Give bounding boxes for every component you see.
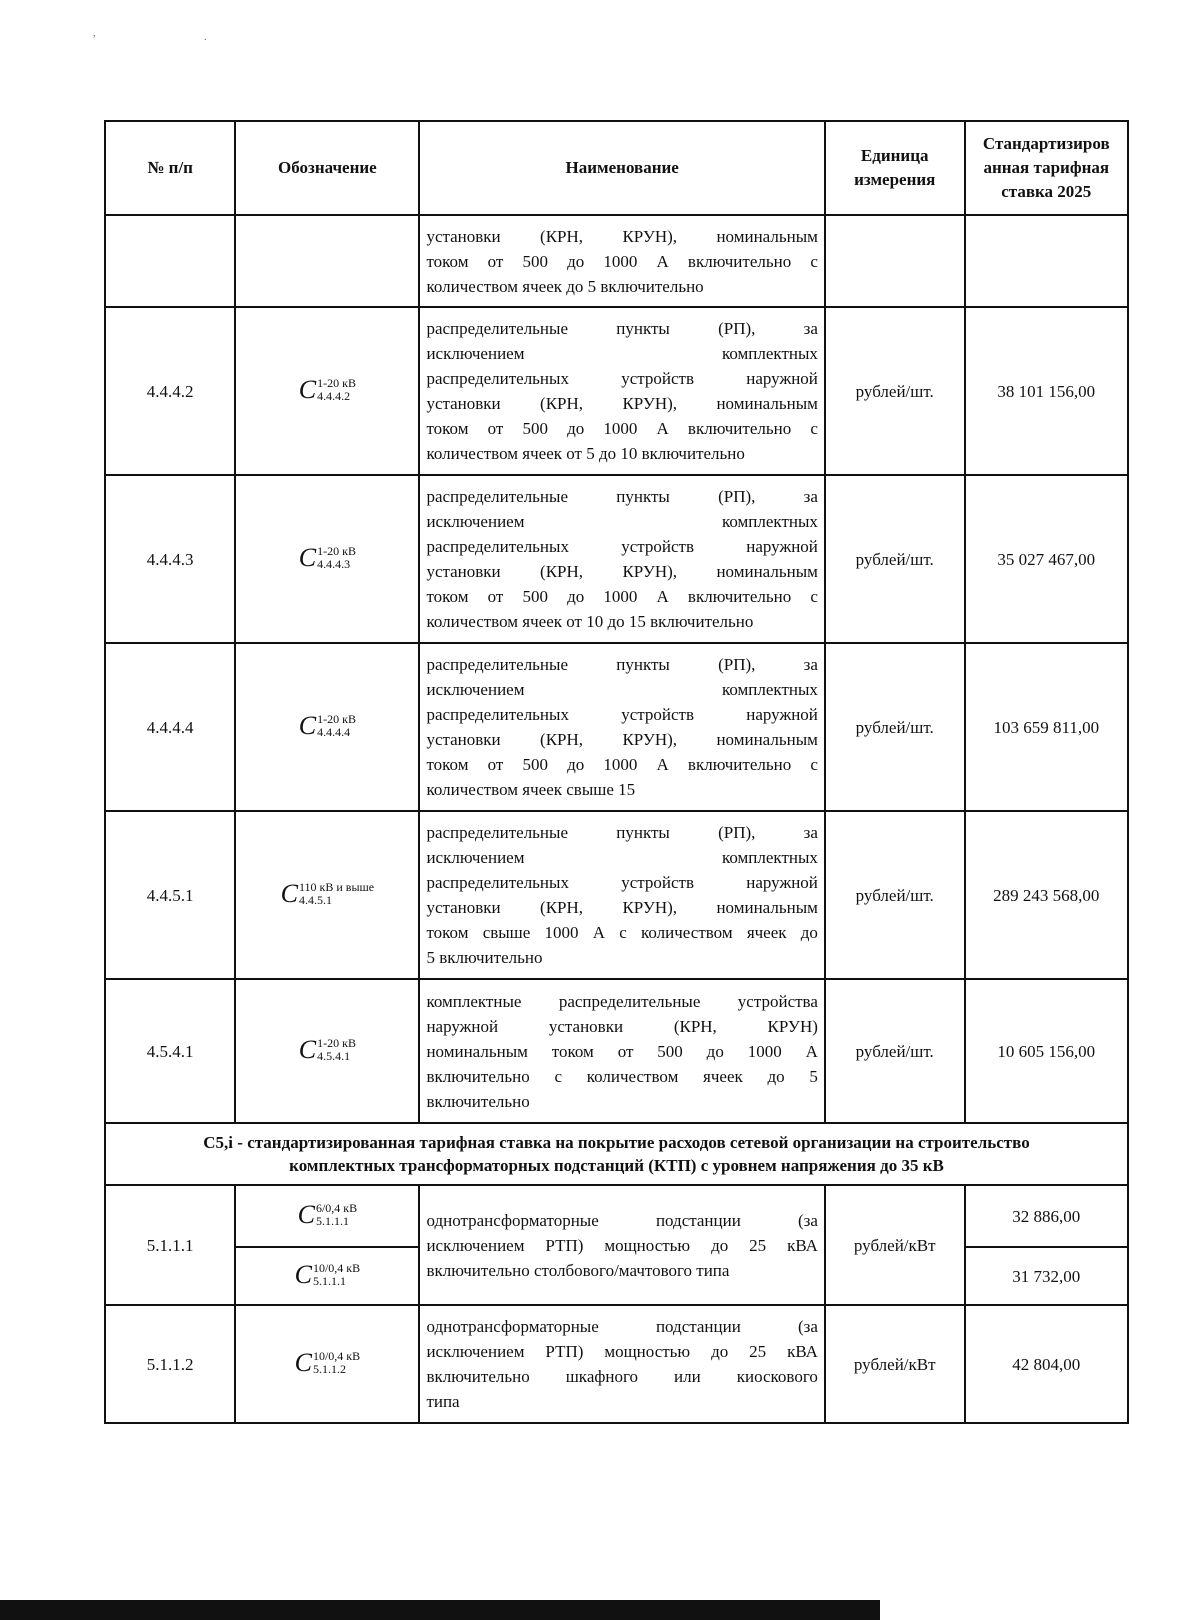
row-num — [105, 215, 235, 307]
row-num: 4.4.4.2 — [105, 307, 235, 475]
symbol-letter: C — [297, 1200, 315, 1229]
table-header-row — [105, 121, 1128, 215]
symbol-sup: 10/0,4 кВ — [312, 1261, 361, 1275]
row-code — [235, 475, 419, 643]
row-unit: рублей/кВт — [825, 1185, 965, 1305]
table-row — [105, 811, 1128, 979]
desc-line: распределительных устройств наружной — [426, 369, 818, 388]
row-rate: 10 605 156,00 — [965, 979, 1128, 1123]
desc-line: исключением комплектных — [426, 848, 818, 867]
symbol-letter: C — [294, 1348, 312, 1377]
desc-line: распределительные пункты (РП), за — [426, 823, 818, 842]
symbol-letter: C — [280, 879, 298, 908]
desc-line: исключением комплектных — [426, 680, 818, 699]
symbol-sup: 6/0,4 кВ — [315, 1201, 358, 1215]
desc-line: исключением комплектных — [426, 512, 818, 531]
row-rate: 32 886,00 — [965, 1185, 1128, 1247]
header-name: Наименование — [419, 121, 824, 215]
header-unit-line: Единица — [860, 146, 929, 165]
desc-line: распределительных устройств наружной — [426, 537, 818, 556]
row-rate: 31 732,00 — [965, 1247, 1128, 1305]
tariff-symbol — [299, 545, 356, 571]
symbol-letter: C — [298, 543, 317, 572]
desc-line: распределительные пункты (РП), за — [426, 487, 818, 506]
tariff-symbol — [295, 1262, 361, 1288]
desc-line: распределительные пункты (РП), за — [426, 655, 818, 674]
desc-line: установки (КРН, КРУН), номинальным — [426, 394, 818, 413]
symbol-sub: 4.4.4.2 — [317, 389, 351, 403]
desc-line: установки (КРН, КРУН), номинальным — [426, 226, 818, 246]
row-code — [235, 1185, 419, 1247]
symbol-sub: 5.1.1.2 — [312, 1362, 346, 1376]
row-unit: рублей/шт. — [825, 979, 965, 1123]
row-code — [235, 307, 419, 475]
desc-line: количеством ячеек до 5 включительно — [426, 276, 704, 296]
row-code — [235, 1305, 419, 1423]
desc-line: типа — [426, 1392, 460, 1411]
row-num: 4.4.5.1 — [105, 811, 235, 979]
table-row — [105, 475, 1128, 643]
header-num: № п/п — [105, 121, 235, 215]
desc-line: током свыше 1000 А с количеством ячеек до — [426, 923, 818, 942]
desc-line: исключением РТП) мощностью до 25 кВА — [426, 1235, 818, 1255]
desc-line: включительно шкафного или киоскового — [426, 1367, 818, 1386]
row-rate: 38 101 156,00 — [965, 307, 1128, 475]
header-rate-line: анная тарифная — [983, 158, 1110, 177]
header-rate — [965, 121, 1128, 215]
symbol-sub: 4.4.5.1 — [299, 893, 332, 907]
table-row — [105, 1185, 1128, 1247]
row-unit: рублей/шт. — [825, 475, 965, 643]
symbol-sub: 4.4.4.4 — [317, 725, 351, 739]
desc-line: включительно — [426, 1091, 530, 1111]
row-code — [235, 811, 419, 979]
row-description — [419, 811, 824, 979]
row-code — [235, 1247, 419, 1305]
row-num: 4.4.4.4 — [105, 643, 235, 811]
desc-line: количеством ячеек свыше 15 — [426, 780, 636, 799]
row-rate: 289 243 568,00 — [965, 811, 1128, 979]
row-description — [419, 475, 824, 643]
section-title-line: C5,i - стандартизированная тарифная ставка на покрытие расходов сетевой организации на строительство — [203, 1133, 1030, 1152]
row-rate: 103 659 811,00 — [965, 643, 1128, 811]
tariff-symbol — [299, 1037, 356, 1063]
row-num: 4.4.4.3 — [105, 475, 235, 643]
desc-line: включительно столбового/мачтового типа — [426, 1260, 730, 1280]
desc-line: распределительных устройств наружной — [426, 873, 818, 892]
row-rate: 35 027 467,00 — [965, 475, 1128, 643]
desc-line: однотрансформаторные подстанции (за — [426, 1317, 818, 1336]
symbol-sub: 4.5.4.1 — [317, 1049, 351, 1063]
symbol-letter: C — [298, 1035, 317, 1064]
row-description — [419, 215, 824, 307]
section-title-line: комплектных трансформаторных подстанций (КТП) с уровнем напряжения до 35 кВ — [289, 1156, 944, 1175]
row-description — [419, 979, 824, 1123]
desc-line: током от 500 до 1000 А включительно с — [426, 419, 818, 438]
desc-line: током от 500 до 1000 А включительно с — [426, 587, 818, 606]
symbol-sub: 5.1.1.1 — [315, 1214, 349, 1228]
symbol-sup: 1-20 кВ — [317, 1036, 356, 1050]
symbol-letter: C — [294, 1260, 312, 1289]
tariff-table — [104, 120, 1129, 1424]
desc-line: номинальным током от 500 до 1000 А — [426, 1041, 818, 1061]
row-rate — [965, 215, 1128, 307]
row-unit: рублей/шт. — [825, 643, 965, 811]
row-unit: рублей/кВт — [825, 1305, 965, 1423]
row-rate: 42 804,00 — [965, 1305, 1128, 1423]
tariff-symbol — [295, 1350, 361, 1376]
tariff-symbol — [299, 713, 356, 739]
desc-line: исключением РТП) мощностью до 25 кВА — [426, 1342, 818, 1361]
desc-line: количеством ячеек от 5 до 10 включительно — [426, 444, 745, 463]
symbol-letter: C — [298, 375, 317, 404]
header-rate-line: Стандартизиров — [982, 134, 1110, 153]
symbol-letter: C — [298, 711, 317, 740]
desc-line: включительно с количеством ячеек до 5 — [426, 1066, 818, 1086]
row-code — [235, 979, 419, 1123]
header-unit — [825, 121, 965, 215]
desc-line: распределительных устройств наружной — [426, 705, 818, 724]
scan-dot-2: . — [204, 32, 207, 43]
row-unit: рублей/шт. — [825, 811, 965, 979]
section-title — [105, 1123, 1128, 1185]
desc-line: установки (КРН, КРУН), номинальным — [426, 562, 818, 581]
row-unit: рублей/шт. — [825, 307, 965, 475]
row-unit — [825, 215, 965, 307]
table-row — [105, 643, 1128, 811]
row-description — [419, 643, 824, 811]
scan-edge-bar — [0, 1600, 880, 1620]
header-code: Обозначение — [235, 121, 419, 215]
table-row — [105, 979, 1128, 1123]
desc-line: распределительные пункты (РП), за — [426, 319, 818, 338]
section-header-row — [105, 1123, 1128, 1185]
symbol-sup: 10/0,4 кВ — [312, 1349, 361, 1363]
desc-line: установки (КРН, КРУН), номинальным — [426, 898, 818, 917]
tariff-symbol — [299, 377, 356, 403]
desc-line: током от 500 до 1000 А включительно с — [426, 251, 818, 271]
row-description — [419, 307, 824, 475]
row-code — [235, 643, 419, 811]
header-unit-line: измерения — [854, 170, 936, 189]
row-num: 5.1.1.1 — [105, 1185, 235, 1305]
desc-line: установки (КРН, КРУН), номинальным — [426, 730, 818, 749]
desc-line: комплектные распределительные устройства — [426, 991, 818, 1011]
symbol-sup: 1-20 кВ — [317, 712, 356, 726]
scan-dot-1: , — [93, 28, 96, 39]
desc-line: однотрансформаторные подстанции (за — [426, 1210, 818, 1230]
symbol-sub: 4.4.4.3 — [317, 557, 351, 571]
table-row — [105, 215, 1128, 307]
desc-line: исключением комплектных — [426, 344, 818, 363]
row-num: 5.1.1.2 — [105, 1305, 235, 1423]
row-description — [419, 1305, 824, 1423]
desc-line: 5 включительно — [426, 948, 543, 967]
tariff-symbol — [281, 881, 374, 907]
symbol-sup: 110 кВ и выше — [299, 880, 375, 894]
symbol-sup: 1-20 кВ — [317, 376, 356, 390]
desc-line: количеством ячеек от 10 до 15 включительно — [426, 612, 754, 631]
row-description — [419, 1185, 824, 1305]
symbol-sup: 1-20 кВ — [317, 544, 356, 558]
table-row — [105, 307, 1128, 475]
header-rate-line: ставка 2025 — [1001, 182, 1092, 201]
row-code — [235, 215, 419, 307]
desc-line: током от 500 до 1000 А включительно с — [426, 755, 818, 774]
row-num: 4.5.4.1 — [105, 979, 235, 1123]
tariff-symbol — [298, 1202, 358, 1228]
symbol-sub: 5.1.1.1 — [312, 1274, 346, 1288]
table-row — [105, 1305, 1128, 1423]
desc-line: наружной установки (КРН, КРУН) — [426, 1016, 818, 1036]
